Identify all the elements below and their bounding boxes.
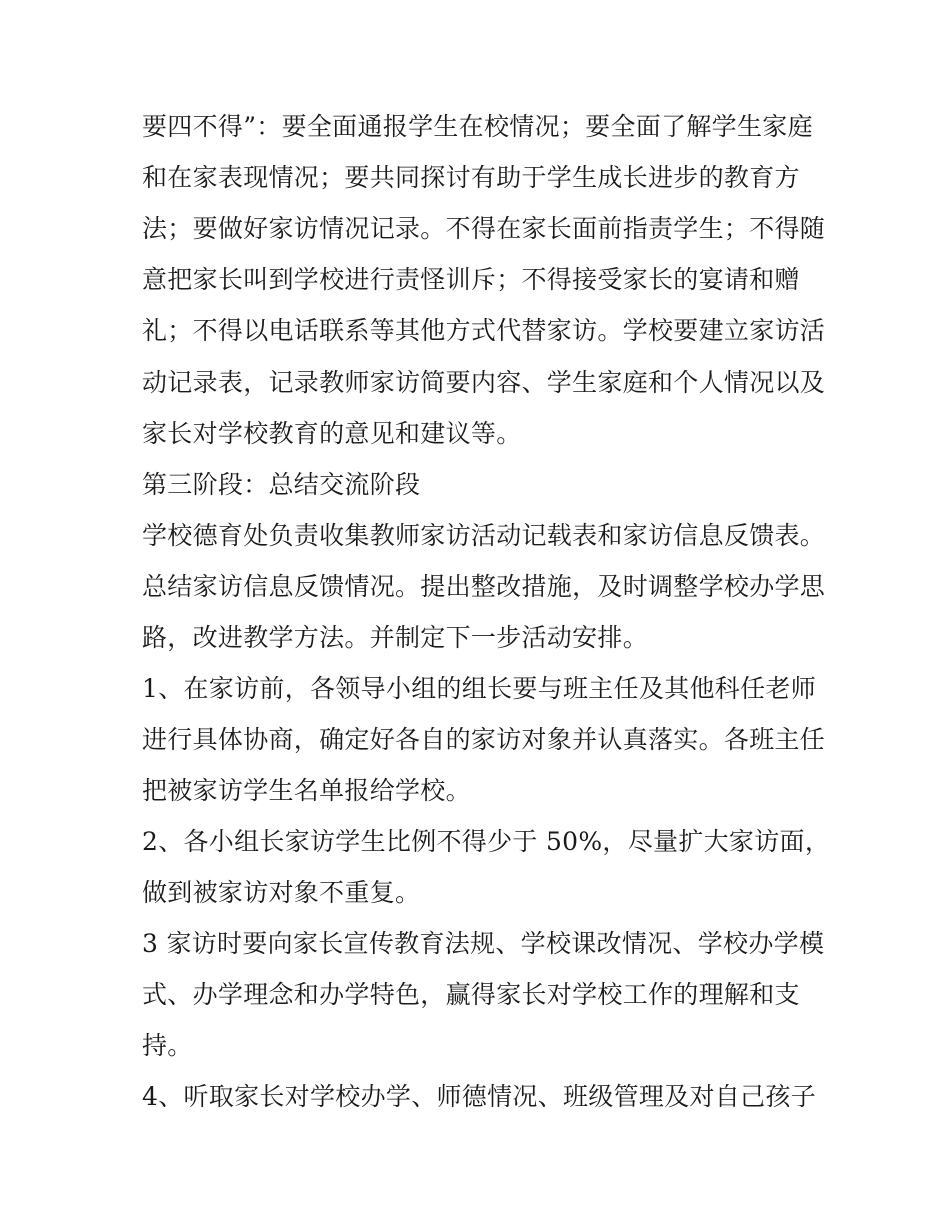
list-item-4: 4、听取家长对学校办学、师德情况、班级管理及对自己孩子 [142,1082,817,1111]
text-line: 动记录表，记录教师家访简要内容、学生家庭和个人情况以及 [142,368,826,397]
text-line: 要四不得”：要全面通报学生在校情况；要全面了解学生家庭 [142,112,813,141]
text-line: 总结家访信息反馈情况。提出整改措施，及时调整学校办学思 [142,572,826,601]
text-line: 礼；不得以电话联系等其他方式代替家访。学校要建立家访活 [142,316,826,345]
section-heading: 第三阶段：总结交流阶段 [142,470,421,499]
text-line: 式、办学理念和办学特色，赢得家长对学校工作的理解和支 [142,980,800,1009]
text-line: 进行具体协商，确定好各自的家访对象并认真落实。各班主任 [142,725,826,754]
text-line: 和在家表现情况；要共同探讨有助于学生成长进步的教育方 [142,163,800,192]
text-line: 路，改进教学方法。并制定下一步活动安排。 [142,623,649,652]
text-line: 家长对学校教育的意见和建议等。 [142,419,522,448]
text-line: 做到被家访对象不重复。 [142,878,421,907]
list-item-3: 3 家访时要向家长宣传教育法规、学校课改情况、学校办学模 [142,929,825,958]
text-line: 学校德育处负责收集教师家访活动记载表和家访信息反馈表。 [142,521,826,550]
text-line: 意把家长叫到学校进行责怪训斥；不得接受家长的宴请和赠 [142,265,800,294]
text-line: 把被家访学生名单报给学校。 [142,776,471,805]
text-line: 法；要做好家访情况记录。不得在家长面前指责学生；不得随 [142,214,826,243]
text-line: 持。 [142,1031,193,1060]
list-item-2: 2、各小组长家访学生比例不得少于 50%，尽量扩大家访面， [142,827,831,856]
list-item-1: 1、在家访前，各领导小组的组长要与班主任及其他科任老师 [142,674,817,703]
